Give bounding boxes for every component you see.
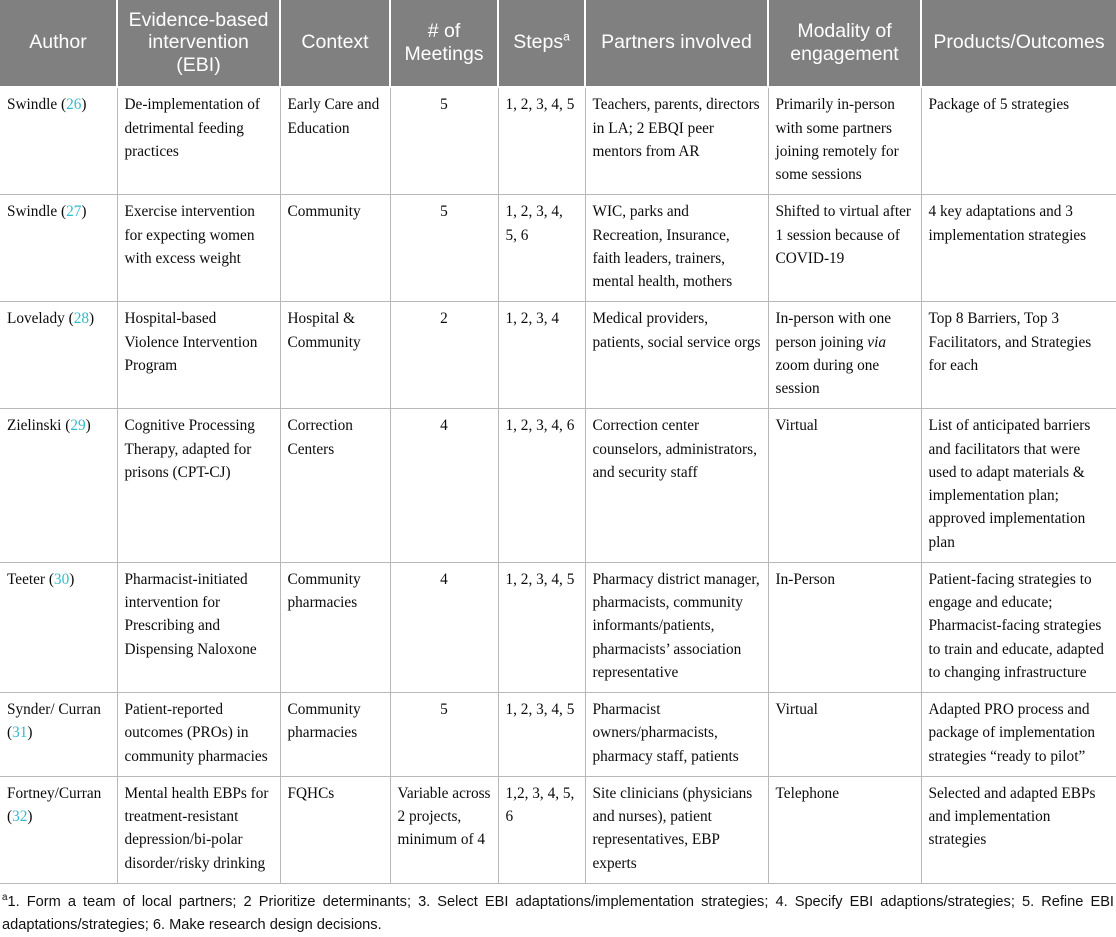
modality-text-before: In-person with one person joining xyxy=(775,310,892,351)
steps-footnote-marker: a xyxy=(563,29,570,44)
author-name: Synder/ Curran xyxy=(7,701,101,719)
cell-context: Early Care and Education xyxy=(280,87,390,195)
cell-steps: 1, 2, 3, 4, 5 xyxy=(498,562,585,692)
cell-modality: Primarily in-person with some partners joining remotely for some sessions xyxy=(768,87,921,195)
cell-context: Community pharmacies xyxy=(280,562,390,692)
citation-link[interactable]: 29 xyxy=(70,417,86,435)
author-name: Fortney/Curran xyxy=(7,784,102,802)
author-name: Swindle xyxy=(7,96,58,114)
citation-link[interactable]: 32 xyxy=(12,808,28,826)
cell-modality: Virtual xyxy=(768,693,921,777)
footnote-text: 1. Form a team of local partners; 2 Prioritize determinants; 3. Select EBI adaptations/implementation strategies; 4. Specify EBI adaptions/strategies; 5. Refine EBI adaptations/strategies; 6. Make research design decisions. xyxy=(2,893,1114,933)
cell-author: Teeter (30) xyxy=(0,562,117,692)
table-row xyxy=(0,409,1116,563)
cell-steps: 1, 2, 3, 4, 6 xyxy=(498,409,585,563)
table-row xyxy=(0,87,1116,195)
citation-link[interactable]: 28 xyxy=(73,310,89,328)
cell-author: Zielinski (29) xyxy=(0,409,117,563)
modality-text-italic: via xyxy=(867,333,886,351)
cell-steps: 1, 2, 3, 4, 5 xyxy=(498,87,585,195)
cell-context: Community pharmacies xyxy=(280,693,390,777)
table-row xyxy=(0,776,1116,883)
cell-steps: 1, 2, 3, 4 xyxy=(498,302,585,409)
table-row xyxy=(0,693,1116,777)
citation-link[interactable]: 27 xyxy=(66,203,82,221)
cell-author: Swindle (27) xyxy=(0,195,117,302)
cell-ebi: Patient-reported outcomes (PROs) in community pharmacies xyxy=(117,693,280,777)
cell-products: Top 8 Barriers, Top 3 Facilitators, and Strategies for each xyxy=(921,302,1116,409)
cell-products: 4 key adaptations and 3 implementation strategies xyxy=(921,195,1116,302)
cell-steps: 1,2, 3, 4, 5, 6 xyxy=(498,776,585,883)
cell-meetings: Variable across 2 projects, minimum of 4 xyxy=(390,776,498,883)
footnote-marker: a xyxy=(2,891,8,903)
cell-products: Package of 5 strategies xyxy=(921,87,1116,195)
table-row xyxy=(0,302,1116,409)
column-header-meetings: # of Meetings xyxy=(390,0,498,87)
cell-context: FQHCs xyxy=(280,776,390,883)
cell-ebi: De-implementation of detrimental feeding practices xyxy=(117,87,280,195)
cell-context: Correction Centers xyxy=(280,409,390,563)
cell-ebi: Cognitive Processing Therapy, adapted for prisons (CPT-CJ) xyxy=(117,409,280,563)
citation-link[interactable]: 31 xyxy=(12,724,28,742)
cell-ebi: Pharmacist-initiated intervention for Prescribing and Dispensing Naloxone xyxy=(117,562,280,692)
table-row xyxy=(0,195,1116,302)
cell-partners: Teachers, parents, directors in LA; 2 EBQI peer mentors from AR xyxy=(585,87,768,195)
cell-products: List of anticipated barriers and facilitators that were used to adapt materials & implementation plan; approved implementation plan xyxy=(921,409,1116,563)
cell-meetings: 5 xyxy=(390,195,498,302)
cell-author: Swindle (26) xyxy=(0,87,117,195)
column-header-steps xyxy=(498,0,585,87)
author-name: Zielinski xyxy=(7,417,62,435)
citation-link[interactable]: 30 xyxy=(53,570,70,588)
cell-author: Fortney/Curran (32) xyxy=(0,776,117,883)
cell-partners: WIC, parks and Recreation, Insurance, faith leaders, trainers, mental health, mothers xyxy=(585,195,768,302)
table-row xyxy=(0,562,1116,692)
cell-modality: In-Person xyxy=(768,562,921,692)
cell-context: Hospital & Community xyxy=(280,302,390,409)
table-header xyxy=(0,0,1116,87)
cell-author: Lovelady (28) xyxy=(0,302,117,409)
table-header-row xyxy=(0,0,1116,87)
column-header-partners: Partners involved xyxy=(585,0,768,87)
cell-modality: Virtual xyxy=(768,409,921,563)
column-header-author: Author xyxy=(0,0,117,87)
author-name: Teeter xyxy=(7,570,45,588)
cell-meetings: 2 xyxy=(390,302,498,409)
cell-steps: 1, 2, 3, 4, 5, 6 xyxy=(498,195,585,302)
cell-modality xyxy=(768,302,921,409)
cell-products: Patient-facing strategies to engage and educate; Pharmacist-facing strategies to train and educate, adapted to changing infrastructure xyxy=(921,562,1116,692)
cell-meetings: 4 xyxy=(390,562,498,692)
cell-ebi: Exercise intervention for expecting women with excess weight xyxy=(117,195,280,302)
cell-partners: Pharmacist owners/pharmacists, pharmacy staff, patients xyxy=(585,693,768,777)
column-header-ebi: Evidence-based intervention (EBI) xyxy=(117,0,280,87)
column-header-modality: Modality of engagement xyxy=(768,0,921,87)
cell-partners: Medical providers, patients, social service orgs xyxy=(585,302,768,409)
cell-author: Synder/ Curran (31) xyxy=(0,693,117,777)
cell-meetings: 5 xyxy=(390,693,498,777)
column-header-context: Context xyxy=(280,0,390,87)
citation-link[interactable]: 26 xyxy=(66,96,82,114)
author-name: Swindle xyxy=(7,203,58,221)
cell-partners: Correction center counselors, administrators, and security staff xyxy=(585,409,768,563)
cell-partners: Pharmacy district manager, pharmacists, community informants/patients, pharmacists’ association representative xyxy=(585,562,768,692)
cell-meetings: 5 xyxy=(390,87,498,195)
cell-context: Community xyxy=(280,195,390,302)
column-header-steps-label: Steps xyxy=(513,31,564,54)
cell-modality: Shifted to virtual after 1 session because of COVID-19 xyxy=(768,195,921,302)
cell-steps: 1, 2, 3, 4, 5 xyxy=(498,693,585,777)
cell-ebi: Hospital-based Violence Intervention Program xyxy=(117,302,280,409)
cell-ebi: Mental health EBPs for treatment-resistant depression/bi-polar disorder/risky drinking xyxy=(117,776,280,883)
table-footnote xyxy=(0,884,1116,937)
column-header-products: Products/Outcomes xyxy=(921,0,1116,87)
cell-meetings: 4 xyxy=(390,409,498,563)
modality-text-after: zoom during one session xyxy=(775,356,880,398)
cell-products: Selected and adapted EBPs and implementation strategies xyxy=(921,776,1116,883)
author-name: Lovelady xyxy=(7,310,65,328)
cell-modality: Telephone xyxy=(768,776,921,883)
cell-partners: Site clinicians (physicians and nurses), patient representatives, EBP experts xyxy=(585,776,768,883)
table-body xyxy=(0,87,1116,883)
cell-products: Adapted PRO process and package of implementation strategies “ready to pilot” xyxy=(921,693,1116,777)
